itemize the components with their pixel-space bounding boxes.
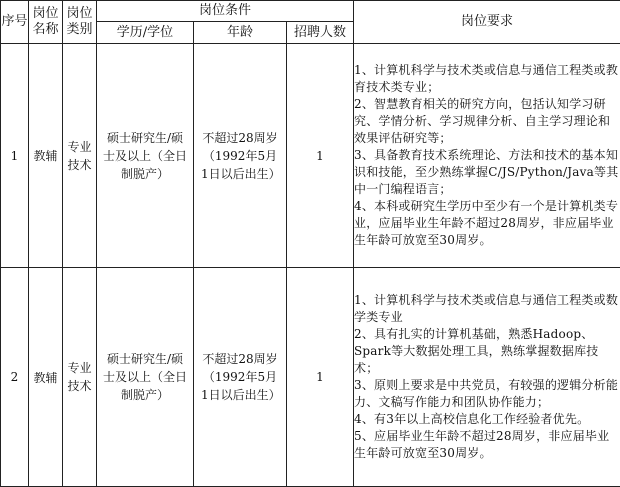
cell-seq: 2 — [1, 268, 29, 487]
requirement-item: 3、具备教育技术系统理论、方法和技术的基本知识和技能，至少熟练掌握C/JS/Python/Java等其中一门编程语言； — [354, 147, 620, 198]
header-requirements: 岗位要求 — [354, 1, 620, 44]
requirement-item: 3、原则上要求是中共党员，有较强的逻辑分析能力、文稿写作能力和团队协作能力； — [354, 377, 620, 411]
cell-post-type: 专业技术 — [63, 44, 97, 268]
cell-education: 硕士研究生/硕士及以上（全日制脱产） — [97, 268, 194, 487]
cell-education: 硕士研究生/硕士及以上（全日制脱产） — [97, 44, 194, 268]
header-post-name: 岗位名称 — [29, 1, 63, 44]
header-recruit-count: 招聘人数 — [287, 22, 354, 44]
requirement-item: 2、智慧教育相关的研究方向，包括认知学习研究、学情分析、学习规律分析、自主学习理论和效果评估研究等； — [354, 96, 620, 147]
cell-age: 不超过28周岁（1992年5月1日以后出生） — [194, 44, 287, 268]
cell-seq: 1 — [1, 44, 29, 268]
header-post-type: 岗位类别 — [63, 1, 97, 44]
cell-post-name: 教辅 — [29, 44, 63, 268]
requirement-item: 1、计算机科学与技术类或信息与通信工程类或数学类专业 — [354, 292, 620, 326]
requirement-item: 4、有3年以上高校信息化工作经验者优先。 — [354, 411, 620, 428]
cell-post-name: 教辅 — [29, 268, 63, 487]
header-education: 学历/学位 — [97, 22, 194, 44]
table-row — [1, 268, 620, 487]
cell-post-type: 专业技术 — [63, 268, 97, 487]
requirement-item: 1、计算机科学与技术类或信息与通信工程类或教育技术类专业； — [354, 62, 620, 96]
requirement-item: 2、具有扎实的计算机基础，熟悉Hadoop、Spark等大数据处理工具，熟练掌握数据库技术； — [354, 326, 620, 377]
cell-age: 不超过28周岁（1992年5月1日以后出生） — [194, 268, 287, 487]
header-age: 年龄 — [194, 22, 287, 44]
requirement-item: 5、应届毕业生年龄不超过28周岁，非应届毕业生年龄可放宽至30周岁。 — [354, 428, 620, 462]
table-row — [1, 44, 620, 268]
cell-recruit-count: 1 — [287, 268, 354, 487]
cell-requirements — [354, 44, 620, 268]
requirement-item: 4、本科或研究生学历中至少有一个是计算机类专业，应届毕业生年龄不超过28周岁，非应届毕业生年龄可放宽至30周岁。 — [354, 198, 620, 249]
cell-requirements — [354, 268, 620, 487]
header-seq: 序号 — [1, 1, 29, 44]
cell-recruit-count: 1 — [287, 44, 354, 268]
header-conditions: 岗位条件 — [97, 1, 354, 22]
